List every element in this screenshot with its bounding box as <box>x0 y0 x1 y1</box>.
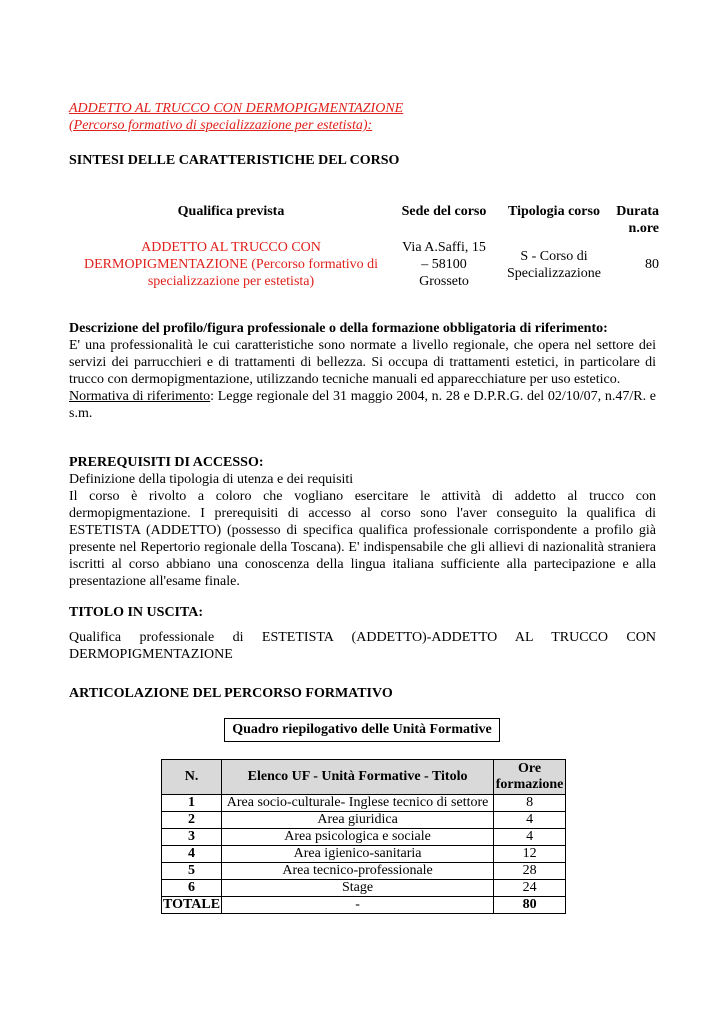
qualifica-line: specializzazione per estetista) <box>147 274 315 289</box>
sintesi-heading: SINTESI DELLE CARATTERISTICHE DEL CORSO <box>69 153 400 168</box>
uf-hours: 28 <box>494 863 566 880</box>
total-label: TOTALE <box>163 897 221 912</box>
uf-hours: 4 <box>494 812 566 829</box>
uf-number: 5 <box>162 863 222 880</box>
uf-title: Area tecnico-professionale <box>222 863 494 880</box>
durata-cell: 80 <box>645 257 659 272</box>
articolazione-heading: ARTICOLAZIONE DEL PERCORSO FORMATIVO <box>69 686 393 701</box>
uf-title: Stage <box>222 880 494 897</box>
col-sede-header: Sede del corso <box>401 204 487 219</box>
uf-number: 1 <box>162 795 222 812</box>
titolo-uscita-heading: TITOLO IN USCITA: <box>69 605 204 620</box>
document-body <box>69 100 656 134</box>
prerequisiti-subheading: Definizione della tipologia di utenza e dei requisiti <box>69 472 354 487</box>
uf-number: 4 <box>162 846 222 863</box>
uf-number: 6 <box>162 880 222 897</box>
uf-hours: 24 <box>494 880 566 897</box>
uf-table-row <box>162 863 566 880</box>
uf-table <box>161 759 566 914</box>
normativa-paragraph <box>69 388 656 422</box>
uf-table-row <box>162 829 566 846</box>
course-title: ADDETTO AL TRUCCO CON DERMOPIGMENTAZIONE <box>69 101 404 116</box>
col-durata-header-line1: Durata <box>616 204 659 219</box>
normativa-label: Normativa di riferimento <box>69 389 211 404</box>
normativa-text: : Legge regionale del 31 maggio 2004, n. 28 e D.P.R.G. del 02/10/07, n.47/R. e s.m. <box>69 389 656 421</box>
uf-hours: 12 <box>494 846 566 863</box>
uf-table-row <box>162 795 566 812</box>
uf-title: Area psicologica e sociale <box>222 829 494 846</box>
uf-title: Area igienico-sanitaria <box>222 846 494 863</box>
sede-line: Grosseto <box>419 274 469 289</box>
col-tipologia-header: Tipologia corso <box>508 204 600 219</box>
col-n-header: N. <box>162 760 222 795</box>
uf-number: 2 <box>162 812 222 829</box>
course-subtitle: (Percorso formativo di specializzazione per estetista): <box>69 118 373 133</box>
tipologia-cell <box>495 239 613 290</box>
qualifica-table <box>69 203 659 290</box>
col-ore-header-line2: formazione <box>495 777 564 792</box>
sede-cell <box>393 239 495 290</box>
prerequisiti-text: Il corso è rivolto a coloro che vogliano esercitare le attività di addetto al trucco con dermopigmentazione. I prerequisiti di accesso al corso sono l'aver conseguito la qualifica di ESTETISTA (ADDETTO) (possesso di specifica qualifica professionale corrispondente a profilo già presente nel Repertorio regionale della Toscana). E' indispensabile che gli allievi di nazionalità straniera iscritti al corso abbiano una conoscenza della lingua italiana sufficiente alla partecipazione e alla presentazione all'esame finale. <box>69 489 656 589</box>
uf-total-row <box>162 897 566 914</box>
titolo-uscita-section <box>69 604 656 663</box>
total-hours: 80 <box>494 897 566 914</box>
col-durata-header <box>613 203 659 239</box>
uf-table-caption: Quadro riepilogativo delle Unità Formative <box>224 718 500 742</box>
sede-line: Via A.Saffi, 15 <box>402 240 486 255</box>
col-durata-header-line2: n.ore <box>628 221 659 236</box>
uf-table-row <box>162 880 566 897</box>
qualifica-line: ADDETTO AL TRUCCO CON <box>141 240 321 255</box>
col-ore-header-line1: Ore <box>518 761 542 776</box>
tipologia-line: Specializzazione <box>506 265 602 281</box>
uf-table-row <box>162 812 566 829</box>
col-ore-header <box>494 760 566 795</box>
uf-title: Area giuridica <box>222 812 494 829</box>
titolo-uscita-text: Qualifica professionale di ESTETISTA (ADDETTO)-ADDETTO AL TRUCCO CON DERMOPIGMENTAZIONE <box>69 630 656 662</box>
uf-hours: 4 <box>494 829 566 846</box>
col-qualifica-header: Qualifica prevista <box>177 204 285 219</box>
uf-table-body <box>162 795 566 897</box>
qualifica-line: DERMOPIGMENTAZIONE (Percorso formativo di <box>84 257 378 272</box>
sede-line: – 58100 <box>421 257 467 272</box>
prerequisiti-section <box>69 454 656 590</box>
prerequisiti-heading: PREREQUISITI DI ACCESSO: <box>69 455 264 470</box>
col-elenco-header: Elenco UF - Unità Formative - Titolo <box>222 760 494 795</box>
descrizione-heading: Descrizione del profilo/figura professionale o della formazione obbligatoria di riferimento: <box>69 321 608 336</box>
uf-table-row <box>162 846 566 863</box>
tipologia-line: S - Corso di <box>520 248 588 264</box>
uf-hours: 8 <box>494 795 566 812</box>
qualifica-cell <box>69 239 393 290</box>
descrizione-section <box>69 320 656 422</box>
uf-number: 3 <box>162 829 222 846</box>
descrizione-text: E' una professionalità le cui caratteristiche sono normate a livello regionale, che opera nel settore dei servizi dei parrucchieri e di trattamenti di bellezza. Si occupa di trattamenti estetici, in particolare di trucco con dermopigmentazione, utilizzando tecniche manuali ed apparecchiature per uso estetico. <box>69 338 656 387</box>
uf-title: Area socio-culturale- Inglese tecnico di settore <box>222 795 494 812</box>
total-title: - <box>222 897 494 914</box>
